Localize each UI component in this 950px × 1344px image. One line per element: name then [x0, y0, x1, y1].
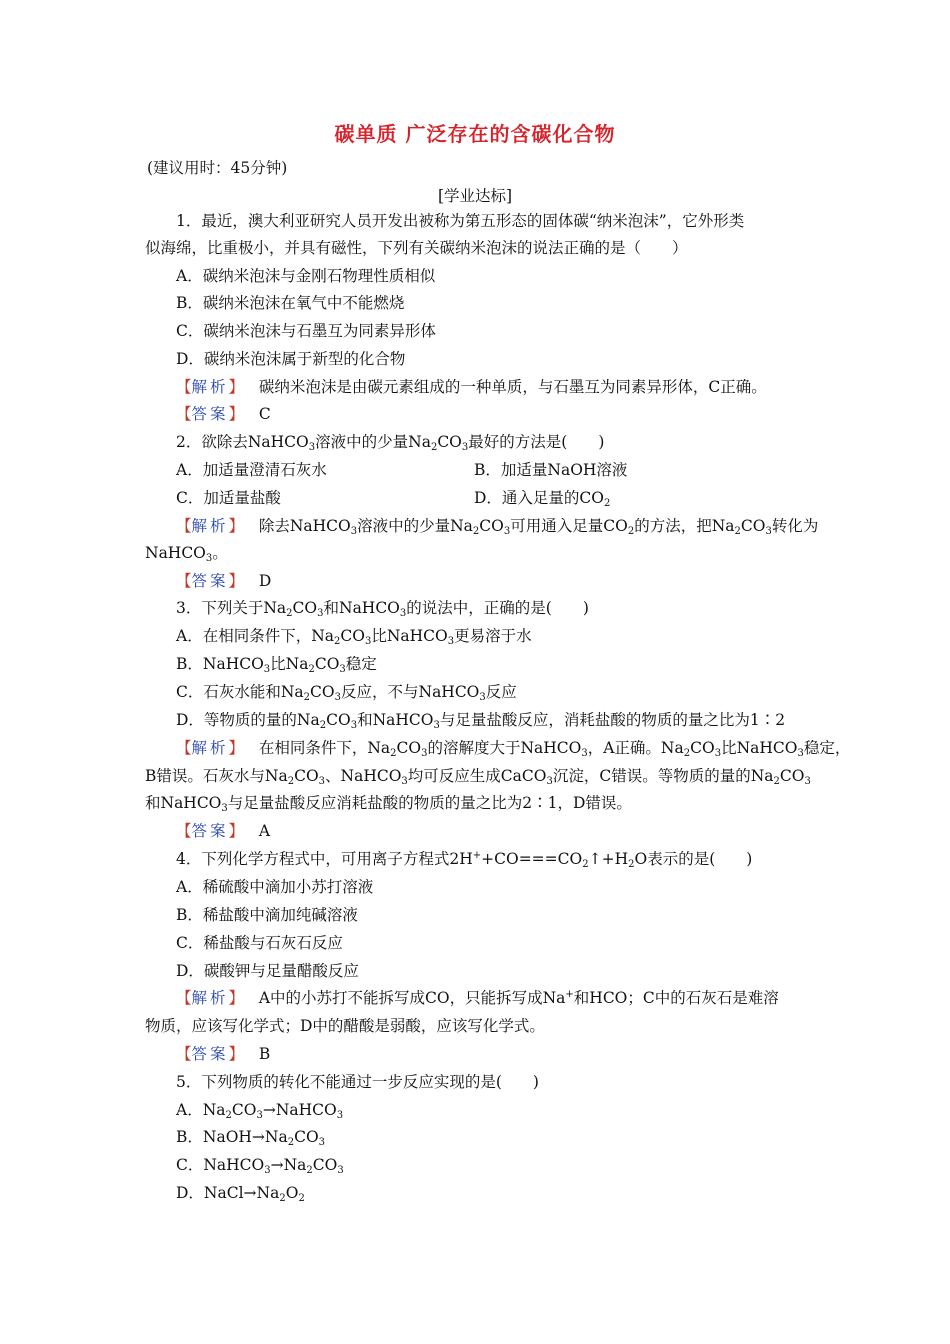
q5-option-b: B．$NaOH\to Na_2CO_3$	[176, 1128, 326, 1148]
q3-option-d: D．等物质的量的$Na_2CO_3$和NaHCO$_3$与足量盐酸反应，消耗盐酸的物质的量之比为1∶2	[176, 711, 786, 731]
q4-answer: 【答案】 B	[176, 1045, 271, 1063]
q4-analysis-line1: 【解析】 A中的小苏打不能拆写成CO，只能拆写成Na+和HCO；C中的石灰石是难溶	[176, 989, 779, 1007]
analysis-label: 解析	[191, 989, 229, 1007]
q2-option-c: C．加适量盐酸	[176, 489, 281, 507]
q3-answer: 【答案】 A	[176, 822, 271, 840]
q4-answer-value: B	[258, 1045, 271, 1063]
q2-stem: 2．欲除去NaHCO$_3$溶液中的少量$Na_2CO_3$最好的方法是( )	[176, 433, 605, 453]
q2-option-b: B．加适量NaOH溶液	[474, 461, 628, 479]
analysis-label: 解析	[191, 739, 229, 757]
q4-option-d: D．碳酸钾与足量醋酸反应	[176, 962, 359, 980]
q4-option-b: B．稀盐酸中滴加纯碱溶液	[176, 906, 358, 924]
q1-stem-line1: 1．最近，澳大利亚研究人员开发出被称为第五形态的固体碳“纳米泡沫”，它外形类	[176, 212, 745, 230]
q5-option-a: A．$Na_2CO_3\to NaHCO_3$	[176, 1101, 344, 1121]
answer-label: 答案	[191, 572, 229, 590]
q3-option-a: A．在相同条件下，$Na_2CO_3$比NaHCO$_3$更易溶于水	[176, 627, 532, 647]
q4-option-a: A．稀硫酸中滴加小苏打溶液	[176, 878, 374, 896]
q3-option-c: C．石灰水能和$Na_2CO_3$反应，不与NaHCO$_3$反应	[176, 683, 517, 703]
q1-analysis: 【解析】 碳纳米泡沫是由碳元素组成的一种单质，与石墨互为同素异形体，C正确。	[176, 378, 767, 396]
q2-option-a: A．加适量澄清石灰水	[176, 461, 327, 479]
q4-analysis-line2: 物质，应该写化学式；D中的醋酸是弱酸，应该写化学式。	[145, 1017, 545, 1035]
answer-label: 答案	[191, 405, 229, 423]
answer-label: 答案	[191, 1045, 229, 1063]
q3-answer-value: A	[258, 822, 271, 840]
q1-answer-value: C	[258, 405, 271, 423]
section-heading: [学业达标]	[437, 187, 513, 205]
q3-analysis-line3: 和NaHCO$_3$与足量盐酸反应消耗盐酸的物质的量之比为2∶1，D错误。	[145, 794, 632, 814]
q2-analysis-line2: NaHCO$_3$。	[145, 544, 228, 564]
suggested-time: (建议用时：45分钟)	[147, 159, 288, 177]
analysis-label: 解析	[191, 378, 229, 396]
q1-answer: 【答案】 C	[176, 405, 271, 423]
q3-option-b: B．NaHCO$_3$比$Na_2CO_3$稳定	[176, 655, 377, 675]
q2-answer-value: D	[258, 572, 272, 590]
q3-analysis-line1: 【解析】 在相同条件下，$Na_2CO_3$的溶解度大于NaHCO$_3$，A正确。$Na_2CO_3$比NaHCO$_3$稳定，	[176, 739, 851, 759]
q4-stem: 4．下列化学方程式中，可用离子方程式$2H^++CO===CO_2↑+H_2O$表示的是( )	[176, 850, 753, 870]
q1-analysis-text: 碳纳米泡沫是由碳元素组成的一种单质，与石墨互为同素异形体，C正确。	[258, 378, 767, 396]
q3-stem: 3．下列关于$Na_2CO_3$和NaHCO$_3$的说法中，正确的是( )	[176, 599, 589, 619]
q1-option-b: B．碳纳米泡沫在氧气中不能燃烧	[176, 294, 405, 312]
q1-option-c: C．碳纳米泡沫与石墨互为同素异形体	[176, 322, 436, 340]
q4-option-c: C．稀盐酸与石灰石反应	[176, 934, 343, 952]
q1-option-a: A．碳纳米泡沫与金刚石物理性质相似	[176, 267, 436, 285]
q1-stem-line2: 似海绵，比重极小，并具有磁性，下列有关碳纳米泡沫的说法正确的是（ ）	[145, 239, 688, 257]
q5-stem: 5．下列物质的转化不能通过一步反应实现的是( )	[176, 1073, 539, 1091]
q2-answer: 【答案】 D	[176, 572, 272, 590]
answer-label: 答案	[191, 822, 229, 840]
q5-option-d: D．$NaCl\to Na_2O_2$	[176, 1184, 305, 1204]
q3-analysis-line2: B错误。石灰水与$Na_2CO_3$、NaHCO$_3$均可反应生成CaCO$_3$沉淀，C错误。等物质的量的$Na_2CO_3$	[145, 767, 811, 787]
q1-option-d: D．碳纳米泡沫属于新型的化合物	[176, 350, 406, 368]
q2-analysis-line1: 【解析】 除去NaHCO$_3$溶液中的少量$Na_2CO_3$可用通入足量$CO_2$的方法，把$Na_2CO_3$转化为	[176, 517, 819, 537]
q5-option-c: C．$NaHCO_3\to Na_2CO_3$	[176, 1156, 344, 1176]
analysis-label: 解析	[191, 517, 229, 535]
q2-option-d: D．通入足量的$CO_2$	[474, 489, 611, 509]
page-title: 碳单质 广泛存在的含碳化合物	[334, 122, 616, 146]
